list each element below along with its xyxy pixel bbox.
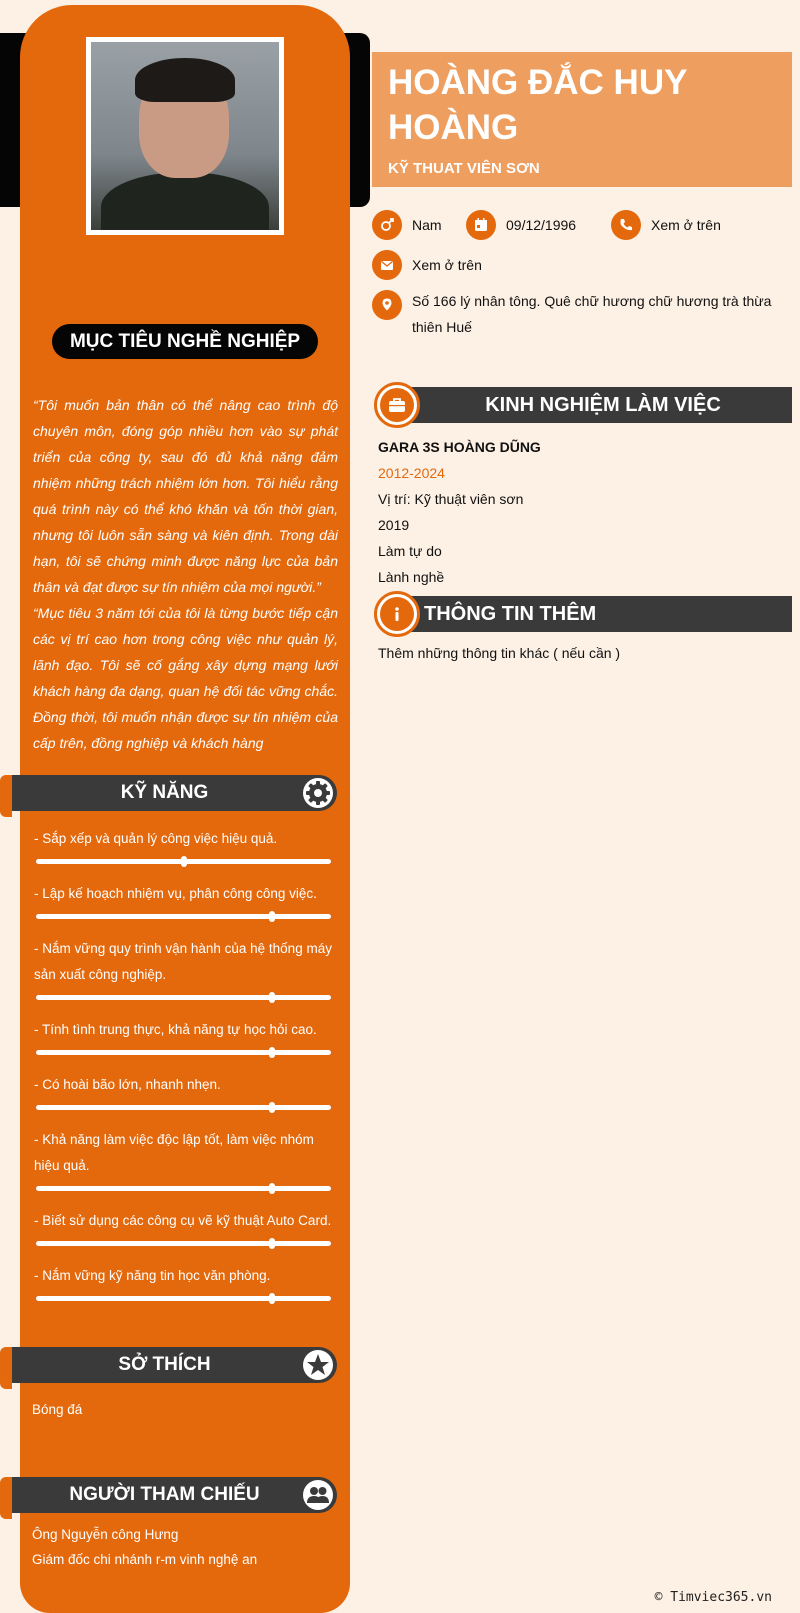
skill-level-bar: [36, 1241, 331, 1246]
skill-item: [34, 936, 338, 1000]
gender-icon: [372, 210, 402, 240]
skills-list: [34, 826, 338, 1318]
reference-position: Giám đốc chi nhánh r-m vinh nghệ an: [32, 1552, 258, 1567]
objective-paragraph: “Tôi muốn bản thân có thể nâng cao trình độ chuyên môn, đóng góp nhiều hơn vào sự phát triển của công ty, sau đó đủ khả năng đảm nhiệm những trách nhiệm lớn hơn. Tôi hiểu rằng quá trình này có thể khó khăn và tốn thời gian, nhưng tôi luôn sẵn sàng và kiên định. Trong dài hạn, tôi sẽ chứng minh được năng lực của bản thân và đạt được sự tín nhiệm của mọi người.”: [33, 397, 338, 595]
hobbies-title: SỞ THÍCH: [118, 1354, 211, 1375]
experience-line: Lành nghề: [378, 569, 445, 585]
skill-label: - Có hoài bão lớn, nhanh nhẹn.: [34, 1077, 221, 1092]
experience-period: 2012-2024: [378, 465, 445, 481]
skill-item: [34, 1072, 338, 1110]
birthday-value: 09/12/1996: [506, 217, 577, 233]
skill-item: [34, 826, 338, 864]
envelope-icon: [372, 250, 402, 280]
info-icon: [374, 591, 420, 637]
skill-level-marker: [269, 1293, 275, 1304]
skill-item: [34, 1263, 338, 1301]
skill-label: - Tính tình trung thực, khả năng tự học hỏi cao.: [34, 1022, 317, 1037]
address-value: Số 166 lý nhân tông. Quê chữ hương chữ hương trà thừa thiên Huế: [412, 293, 772, 335]
experience-line: 2019: [378, 517, 410, 533]
gender-row: [372, 210, 442, 240]
birthday-row: [466, 210, 576, 240]
skill-level-bar: [36, 995, 331, 1000]
skill-level-bar: [36, 1105, 331, 1110]
skill-level-marker: [181, 856, 187, 867]
watermark: © Timviec365.vn: [654, 1590, 772, 1605]
gender-value: Nam: [412, 217, 442, 233]
skill-item: [34, 1017, 338, 1055]
experience-line: Vị trí: Kỹ thuật viên sơn: [378, 491, 524, 507]
calendar-icon: [466, 210, 496, 240]
skill-label: - Biết sử dụng các công cụ vẽ kỹ thuật Auto Card.: [34, 1213, 332, 1228]
skill-level-marker: [269, 992, 275, 1003]
skill-level-bar: [36, 1296, 331, 1301]
skill-level-marker: [269, 1238, 275, 1249]
skill-level-bar: [36, 859, 331, 864]
candidate-name: HOÀNG ĐẮC HUY HOÀNG: [388, 63, 687, 147]
skill-level-bar: [36, 914, 331, 919]
avatar: [86, 37, 284, 235]
additional-title: THÔNG TIN THÊM: [394, 596, 792, 632]
map-pin-icon: [372, 290, 402, 320]
additional-text: Thêm những thông tin khác ( nếu cần ): [378, 645, 621, 661]
skill-level-bar: [36, 1186, 331, 1191]
skill-label: - Khả năng làm việc độc lập tốt, làm việc nhóm hiệu quả.: [34, 1132, 314, 1173]
profile-photo: [91, 42, 279, 230]
objective-title: MỤC TIÊU NGHỀ NGHIỆP: [52, 324, 318, 359]
skill-item: [34, 881, 338, 919]
gear-icon: [303, 778, 333, 808]
skill-label: - Nắm vững quy trình vận hành của hệ thống máy sản xuất công nghiệp.: [34, 941, 332, 982]
hobbies-text: Bóng đá: [32, 1402, 83, 1417]
name-header: [372, 52, 792, 187]
users-icon: [303, 1480, 333, 1510]
skill-label: - Lập kế hoạch nhiệm vụ, phân công công việc.: [34, 886, 317, 901]
skill-label: - Sắp xếp và quản lý công việc hiệu quả.: [34, 831, 278, 846]
star-icon: [303, 1350, 333, 1380]
objective-text: [33, 392, 338, 756]
experience-title: KINH NGHIỆM LÀM VIỆC: [394, 387, 792, 423]
skills-title: KỸ NĂNG: [120, 782, 209, 803]
skill-label: - Nắm vững kỹ năng tin học văn phòng.: [34, 1268, 271, 1283]
additional-section-header: [372, 596, 792, 632]
experience-company: GARA 3S HOÀNG DŨNG: [378, 439, 541, 455]
experience-entry: [378, 434, 541, 590]
email-value: Xem ở trên: [412, 257, 482, 273]
skill-level-marker: [269, 1102, 275, 1113]
phone-value: Xem ở trên: [651, 217, 721, 233]
skill-item: [34, 1208, 338, 1246]
hobbies-section-header: [12, 1347, 337, 1383]
skill-level-marker: [269, 1047, 275, 1058]
experience-section-header: [372, 387, 792, 423]
skill-level-marker: [269, 911, 275, 922]
skill-level-bar: [36, 1050, 331, 1055]
phone-row: [611, 210, 721, 240]
email-row: [372, 250, 482, 280]
reference-details: [32, 1522, 257, 1572]
references-title: NGƯỜI THAM CHIẾU: [69, 1484, 260, 1505]
references-section-header: [12, 1477, 337, 1513]
job-title: KỸ THUAT VIÊN SƠN: [388, 160, 540, 177]
experience-line: Làm tự do: [378, 543, 442, 559]
phone-icon: [611, 210, 641, 240]
skill-item: [34, 1127, 338, 1191]
objective-paragraph: “Mục tiêu 3 năm tới của tôi là từng bước tiếp cận các vị trí cao hơn trong công việc như quản lý, lãnh đạo. Tôi sẽ cố gắng xây dựng mạng lưới khách hàng đa dạng, quan hệ đối tác vững chắc. Đồng thời, tôi muốn nhận được sự tín nhiệm của cấp trên, đồng nghiệp và khách hàng: [33, 605, 338, 751]
reference-name: Ông Nguyễn công Hưng: [32, 1527, 179, 1542]
skills-section-header: [12, 775, 337, 811]
briefcase-icon: [374, 382, 420, 428]
address-row: [372, 290, 782, 340]
skill-level-marker: [269, 1183, 275, 1194]
